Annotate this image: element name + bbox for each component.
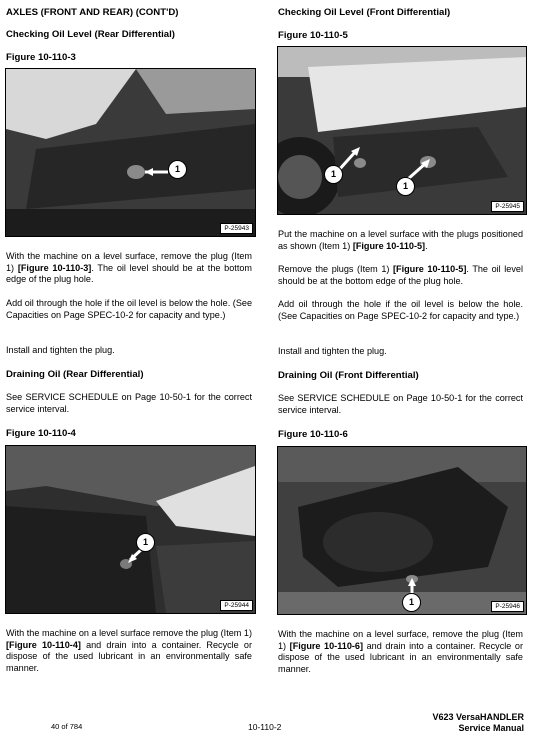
photo-code: P-25946 <box>491 601 524 612</box>
heading-drain-front: Draining Oil (Front Differential) <box>278 370 419 381</box>
paragraph-install-plug-front: Install and tighten the plug. <box>278 346 387 356</box>
figure-label-10-110-5: Figure 10-110-5 <box>278 30 348 41</box>
callout-item-1: 1 <box>324 165 343 184</box>
photo-code: P-25945 <box>491 201 524 212</box>
figure-reference: [Figure 10-110-4] <box>6 639 81 650</box>
figure-reference: [Figure 10-110-5] <box>393 264 467 274</box>
figure-10-110-4-photo <box>5 445 256 614</box>
paragraph-check-rear: With the machine on a level surface, remove the plug (Item 1) [Figure 10-110-3]. The oil level should be at the bottom edge of the plug hole. <box>6 251 252 285</box>
manual-name: Service Manual <box>458 723 524 733</box>
section-title: AXLES (FRONT AND REAR) (CONT'D) <box>6 7 179 18</box>
callout-item-1: 1 <box>168 160 187 179</box>
paragraph-drain-front: With the machine on a level surface, remove the plug (Item 1) [Figure 10-110-6] and drain into a container. Recycle or dispose of the used lubricant in an environmentally safe manner. <box>278 629 523 674</box>
heading-check-rear: Checking Oil Level (Rear Differential) <box>6 29 176 40</box>
figure-label-10-110-3: Figure 10-110-3 <box>6 52 76 63</box>
callout-item-1: 1 <box>136 533 155 552</box>
paragraph-remove-plugs: Remove the plugs (Item 1) [Figure 10-110-5]. The oil level should be at the bottom edge of the plug hole. <box>278 264 523 286</box>
photo-code: P-25943 <box>220 223 253 234</box>
heading-check-front: Checking Oil Level (Front Differential) <box>278 7 451 18</box>
figure-reference: [Figure 10-110-5] <box>352 240 426 251</box>
paragraph-service-schedule-front: See SERVICE SCHEDULE on Page 10-50-1 for the correct service interval. <box>278 393 523 415</box>
paragraph-position-plugs: Put the machine on a level surface with the plugs positioned as shown (Item 1) [Figure 10-110-5]. <box>278 229 523 251</box>
figure-reference: [Figure 10-110-6] <box>289 640 363 651</box>
paragraph-install-plug-rear: Install and tighten the plug. <box>6 345 115 355</box>
callout-item-1: 1 <box>402 593 421 612</box>
figure-10-110-3-photo <box>5 68 256 237</box>
figure-10-110-6-photo <box>277 446 527 615</box>
paragraph-drain-rear: With the machine on a level surface remove the plug (Item 1) [Figure 10-110-4] and drain into a container. Recycle or dispose of the used lubricant in an environmentally safe manner. <box>6 628 252 673</box>
paragraph-add-oil-rear: Add oil through the hole if the oil level is below the hole. (See Capacities on Page SPEC-10-2 for capacity and type.) <box>6 298 252 320</box>
figure-label-10-110-6: Figure 10-110-6 <box>278 429 348 440</box>
figure-10-110-5-photo <box>277 46 527 215</box>
figure-label-10-110-4: Figure 10-110-4 <box>6 428 76 439</box>
page-number: 10-110-2 <box>248 722 282 732</box>
product-name: V623 VersaHANDLER <box>432 712 524 722</box>
photo-code: P-25944 <box>220 600 253 611</box>
figure-reference: [Figure 10-110-3] <box>17 262 92 273</box>
paragraph-service-schedule-rear: See SERVICE SCHEDULE on Page 10-50-1 for the correct service interval. <box>6 392 252 414</box>
callout-item-1: 1 <box>396 177 415 196</box>
heading-drain-rear: Draining Oil (Rear Differential) <box>6 369 144 380</box>
paragraph-add-oil-front: Add oil through the hole if the oil level is below the hole. (See Capacities on Page SPEC-10-2 for capacity and type.) <box>278 299 523 321</box>
page-count: 40 of 784 <box>51 722 83 731</box>
